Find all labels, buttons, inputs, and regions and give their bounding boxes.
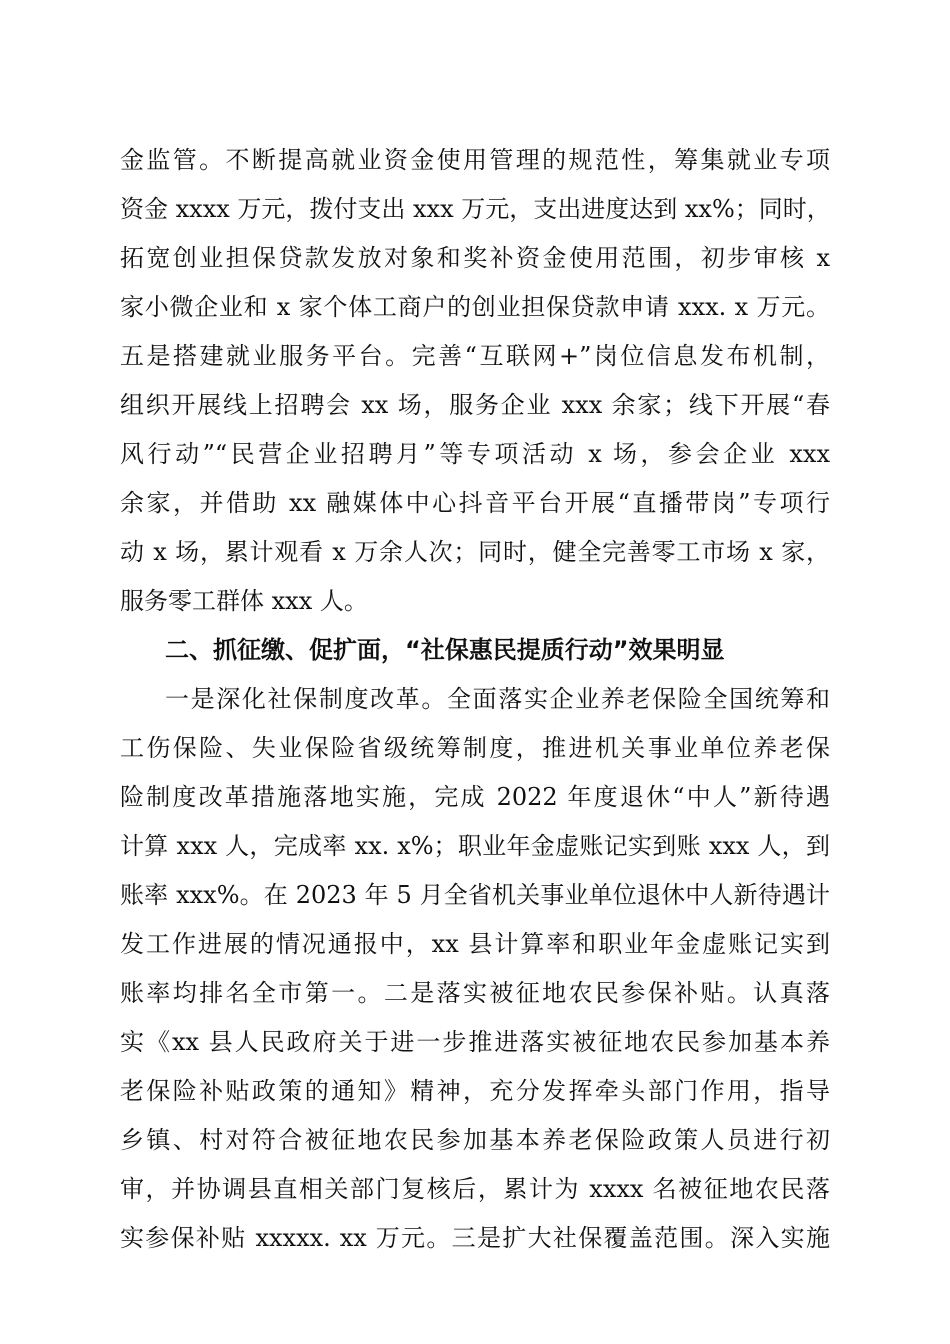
- text-line: 实《xx 县人民政府关于进一步推进落实被征地农民参加基本养: [120, 1028, 830, 1056]
- text-line: 工伤保险、失业保险省级统筹制度，推进机关事业单位养老保: [120, 734, 830, 762]
- text-line: 险制度改革措施落地实施，完成 2022 年度退休“中人”新待遇: [120, 783, 830, 811]
- text-line: 一是深化社保制度改革。全面落实企业养老保险全国统筹和: [165, 685, 830, 713]
- text-line: 资金 xxxx 万元，拨付支出 xxx 万元，支出进度达到 xx%；同时，: [120, 195, 831, 223]
- section-heading: 二、抓征缴、促扩面，“社保惠民提质行动”效果明显: [165, 636, 725, 664]
- text-line: 服务零工群体 xxx 人。: [120, 587, 368, 615]
- text-line: 家小微企业和 x 家个体工商户的创业担保贷款申请 xxx. x 万元。: [120, 293, 830, 321]
- text-line: 组织开展线上招聘会 xx 场，服务企业 xxx 余家；线下开展“春: [120, 391, 830, 419]
- text-line: 动 x 场，累计观看 x 万余人次；同时，健全完善零工市场 x 家，: [120, 538, 830, 566]
- text-line: 五是搭建就业服务平台。完善“互联网+”岗位信息发布机制，: [120, 342, 830, 370]
- text-line: 余家，并借助 xx 融媒体中心抖音平台开展“直播带岗”专项行: [120, 489, 830, 517]
- text-line: 老保险补贴政策的通知》精神，充分发挥牵头部门作用，指导: [120, 1077, 830, 1105]
- text-line: 乡镇、村对符合被征地农民参加基本养老保险政策人员进行初: [120, 1126, 830, 1154]
- text-line: 拓宽创业担保贷款发放对象和奖补资金使用范围，初步审核 x: [120, 244, 830, 272]
- text-line: 发工作进展的情况通报中，xx 县计算率和职业年金虚账记实到: [120, 930, 830, 958]
- text-line: 账率 xxx%。在 2023 年 5 月全省机关事业单位退休中人新待遇计: [120, 881, 830, 909]
- text-line: 风行动”“民营企业招聘月”等专项活动 x 场，参会企业 xxx: [120, 440, 830, 468]
- text-line: 金监管。不断提高就业资金使用管理的规范性，筹集就业专项: [120, 146, 830, 174]
- text-line: 审，并协调县直相关部门复核后，累计为 xxxx 名被征地农民落: [120, 1175, 830, 1203]
- text-line: 实参保补贴 xxxxx. xx 万元。三是扩大社保覆盖范围。深入实施: [120, 1224, 830, 1252]
- text-line: 计算 xxx 人，完成率 xx. x%；职业年金虚账记实到账 xxx 人，到: [120, 832, 830, 860]
- text-line: 账率均排名全市第一。二是落实被征地农民参保补贴。认真落: [120, 979, 830, 1007]
